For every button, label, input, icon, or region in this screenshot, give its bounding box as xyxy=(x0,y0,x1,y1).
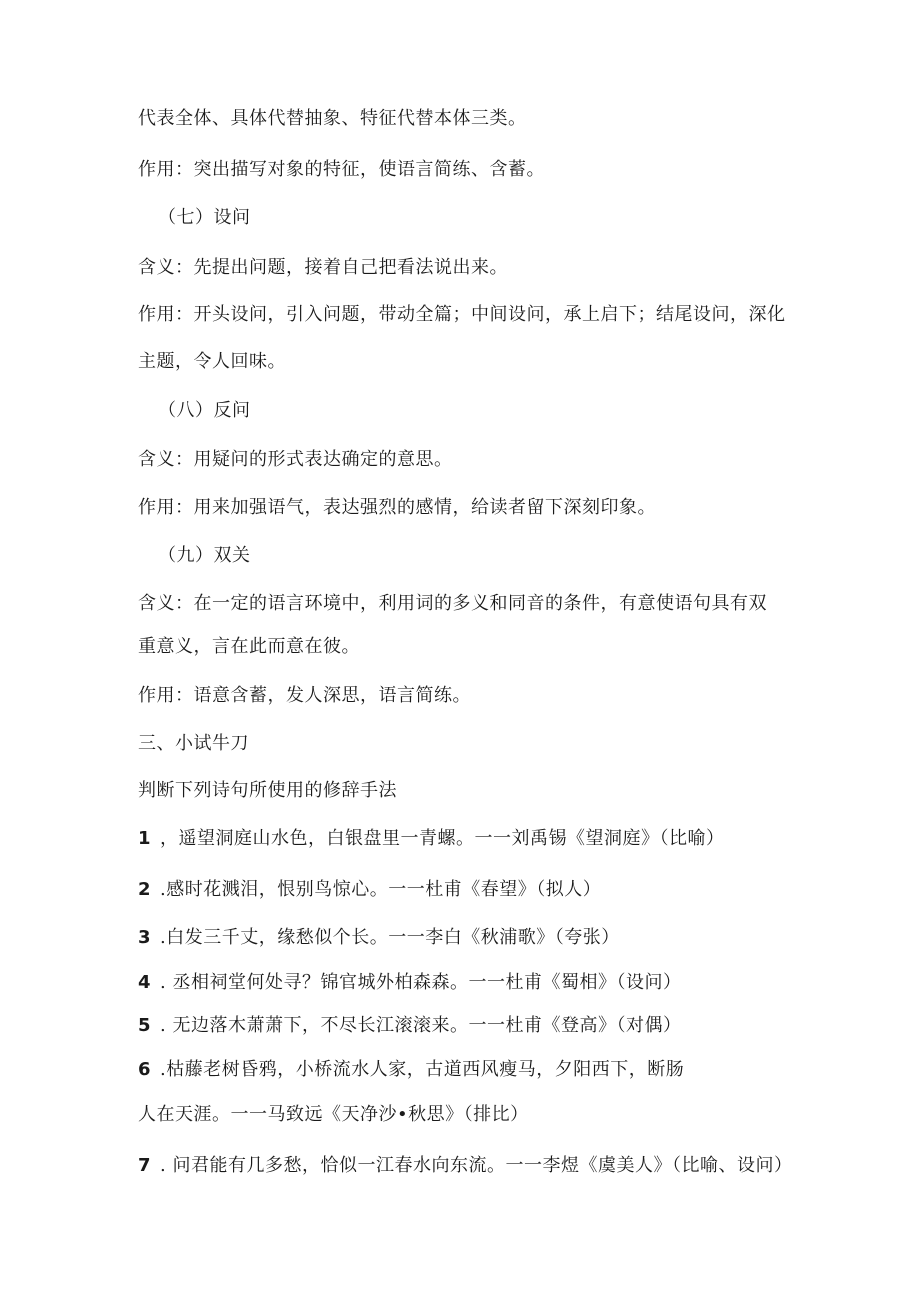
text-line: 重意义，言在此而意在彼。 xyxy=(138,636,360,657)
list-item xyxy=(138,1057,684,1083)
item-text: .感时花溅泪，恨别鸟惊心。一一杜甫《春望》（拟人） xyxy=(160,879,602,900)
list-item xyxy=(138,877,601,903)
item-text: . 无边落木萧萧下，不尽长江滚滚来。一一杜甫《登高》（对偶） xyxy=(160,1015,682,1036)
item-number: 7 xyxy=(138,1155,152,1176)
item-number: 5 xyxy=(138,1015,152,1036)
text-line: 含义：用疑问的形式表达确定的意思。 xyxy=(138,449,453,470)
item-text: .白发三千丈，缘愁似个长。一一李白《秋浦歌》（夸张） xyxy=(160,927,620,948)
item-number: 3 xyxy=(138,927,152,948)
list-item xyxy=(138,925,620,951)
list-item xyxy=(138,826,725,852)
text-line: 含义：在一定的语言环境中，利用词的多义和同音的条件，有意使语句具有双 xyxy=(138,593,767,614)
item-text: 人在天涯。一一马致远《天净沙•秋思》（排比） xyxy=(138,1104,529,1125)
item-number: 4 xyxy=(138,972,152,993)
item-text: . 丞相祠堂何处寻？锦官城外柏森森。一一杜甫《蜀相》（设问） xyxy=(160,972,682,993)
section-heading: （九）双关 xyxy=(158,545,251,566)
text-line: 代表全体、具体代替抽象、特征代替本体三类。 xyxy=(138,108,527,129)
item-number: 2 xyxy=(138,879,152,900)
text-line: 作用：语意含蓄，发人深思，语言简练。 xyxy=(138,685,471,706)
item-text: .枯藤老树昏鸦，小桥流水人家，古道西风瘦马，夕阳西下，断肠 xyxy=(160,1059,685,1080)
item-text: . 问君能有几多愁，恰似一江春水向东流。一一李煜《虞美人》（比喻、设问） xyxy=(160,1155,793,1176)
section-heading: （七）设问 xyxy=(158,207,251,228)
text-line: 含义：先提出问题，接着自己把看法说出来。 xyxy=(138,257,508,278)
item-number: 1 xyxy=(138,828,152,849)
item-number: 6 xyxy=(138,1059,152,1080)
text-line: 作用：用来加强语气，表达强烈的感情，给读者留下深刻印象。 xyxy=(138,497,656,518)
list-item xyxy=(138,1013,681,1039)
list-item xyxy=(138,970,681,996)
text-line: 作用：突出描写对象的特征，使语言简练、含蓄。 xyxy=(138,159,545,180)
text-line: 判断下列诗句所使用的修辞手法 xyxy=(138,780,397,801)
text-line: 作用：开头设问，引入问题，带动全篇；中间设问，承上启下；结尾设问，深化 xyxy=(138,304,786,325)
section-heading: （八）反问 xyxy=(158,400,251,421)
item-text: ，遥望洞庭山水色，白银盘里一青螺。一一刘禹锡《望洞庭》（比喻） xyxy=(160,828,725,849)
section-heading: 三、小试牛刀 xyxy=(138,733,249,754)
list-item xyxy=(138,1153,792,1179)
list-item-continuation xyxy=(138,1102,529,1128)
text-line: 主题，令人回味。 xyxy=(138,351,286,372)
